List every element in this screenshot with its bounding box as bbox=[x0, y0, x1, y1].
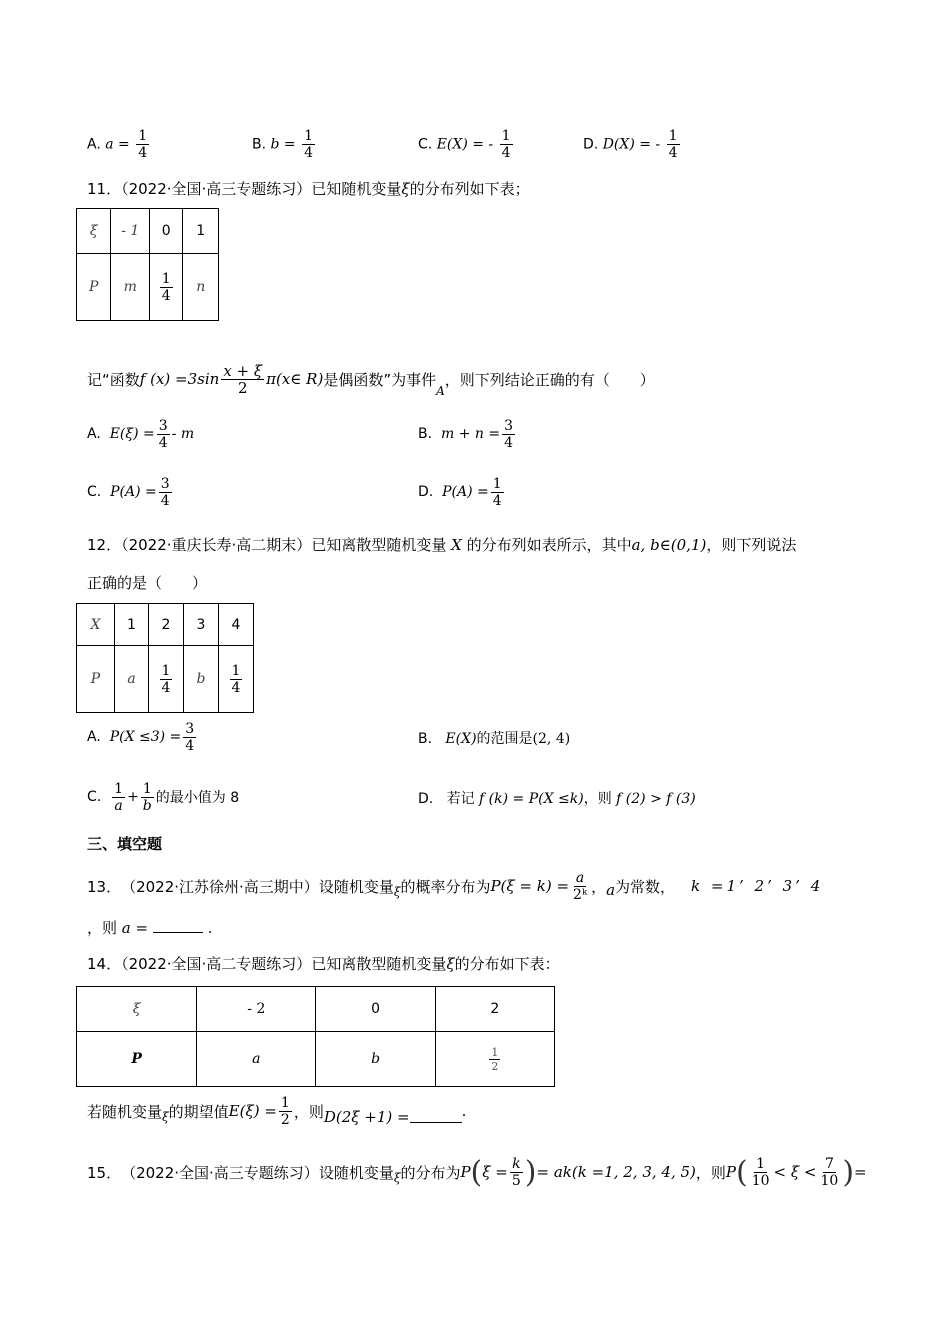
question-number: 15． bbox=[87, 1163, 122, 1182]
denominator: 4 bbox=[492, 492, 502, 509]
option-label: D. bbox=[418, 484, 434, 500]
numerator: 1 bbox=[304, 128, 314, 144]
q10-option-c bbox=[418, 128, 515, 161]
question-text: 的分布列如表所示，其中 bbox=[466, 536, 632, 554]
question-text: 已知离散型随机变量 bbox=[311, 955, 447, 973]
q12-table bbox=[76, 603, 254, 713]
table-cell bbox=[150, 254, 183, 321]
math-expr: E(ξ) = bbox=[228, 1102, 277, 1120]
math-expr: D(2ξ +1) = bbox=[323, 1108, 410, 1126]
fraction bbox=[159, 476, 172, 509]
question-text: 已知离散型随机变量 bbox=[311, 536, 447, 554]
fraction bbox=[571, 870, 589, 903]
answer-blank[interactable] bbox=[153, 918, 203, 933]
table-cell: m bbox=[111, 254, 150, 321]
q12-option-d bbox=[418, 788, 696, 808]
numerator: 3 bbox=[158, 417, 168, 434]
q15-stem: 15． （2022·全国·高三专题练习） 设随机变量 ξ 的分布为 P ( ξ = $\frac{k}{5}$ ) = ak(k =1, 2, 3, 4, 5) ，则 P ( $\frac{1}{10}$ < ξ < $\frac{7}{10}$ ) = bbox=[87, 1154, 867, 1190]
table-cell: ξ bbox=[77, 987, 197, 1032]
numerator: 1 bbox=[491, 1045, 499, 1059]
denominator: 4 bbox=[185, 737, 195, 754]
q14-after bbox=[87, 1090, 466, 1132]
fraction bbox=[667, 128, 680, 161]
question-source: （2022·全国·高二专题练习） bbox=[121, 955, 312, 973]
question-text: 记“函数 bbox=[87, 370, 140, 389]
numerator: 3 bbox=[504, 417, 513, 434]
q13-stem bbox=[87, 866, 823, 906]
question-text: 是偶函数”为事件 bbox=[323, 370, 437, 389]
option-label: A. bbox=[87, 136, 101, 153]
denominator: 2ᵏ bbox=[573, 886, 588, 903]
q14-stem bbox=[87, 953, 560, 974]
numerator: 1 bbox=[501, 128, 511, 144]
table-cell: 1 bbox=[115, 604, 149, 646]
option-expr: f (k) = P(X ≤k) bbox=[479, 791, 584, 807]
math-var: A bbox=[436, 384, 445, 398]
fraction bbox=[160, 271, 173, 304]
fraction bbox=[230, 663, 243, 696]
question-text: ，则下列结论正确的有（ ） bbox=[444, 370, 655, 389]
table-cell: 0 bbox=[316, 987, 435, 1032]
question-number: 14． bbox=[87, 955, 122, 973]
section-heading: 三、填空题 bbox=[87, 835, 163, 853]
option-label: D. bbox=[418, 791, 434, 807]
question-text: 的分布为 bbox=[400, 1163, 461, 1182]
denominator: 5 bbox=[511, 1172, 521, 1189]
denominator: 4 bbox=[668, 145, 678, 161]
option-expr: E(X) = - bbox=[436, 136, 494, 153]
numerator: x + ξ bbox=[223, 361, 263, 380]
denominator: 4 bbox=[158, 434, 168, 451]
question-text: . bbox=[461, 1102, 467, 1120]
fraction bbox=[183, 721, 196, 754]
math-expr: P bbox=[725, 1163, 736, 1181]
numerator: 1 bbox=[231, 662, 241, 679]
question-source: （2022·全国·高三专题练习） bbox=[121, 180, 312, 198]
question-text: . bbox=[207, 919, 213, 937]
option-label: B. bbox=[418, 731, 433, 747]
table-cell: P bbox=[77, 646, 115, 713]
q11-condition bbox=[87, 355, 655, 403]
fraction bbox=[160, 663, 173, 696]
numerator: 1 bbox=[114, 780, 124, 797]
table-cell: n bbox=[183, 254, 219, 321]
q10-option-b bbox=[252, 128, 317, 161]
numerator: 1 bbox=[280, 1094, 290, 1111]
option-expr: - m bbox=[171, 426, 195, 442]
math-expr: P bbox=[460, 1163, 471, 1181]
question-text: ，则 bbox=[293, 1102, 324, 1121]
table-cell: P bbox=[77, 1032, 197, 1087]
table-cell: b bbox=[316, 1032, 435, 1087]
table-cell: 1 bbox=[183, 209, 219, 254]
fraction bbox=[491, 476, 504, 509]
fraction bbox=[112, 781, 125, 814]
question-text: 的分布列如下表； bbox=[409, 180, 530, 198]
option-label: B. bbox=[418, 426, 433, 442]
fraction bbox=[302, 128, 315, 161]
denominator: 2 bbox=[280, 1111, 290, 1128]
option-text: ，则 bbox=[583, 791, 612, 807]
question-text: ，则 bbox=[695, 1163, 726, 1182]
math-expr: < ξ < bbox=[773, 1163, 817, 1181]
q14-table bbox=[76, 986, 555, 1087]
numerator: 1 bbox=[492, 475, 502, 492]
question-text: 正确的是（ ） bbox=[87, 574, 208, 592]
math-var: a = bbox=[121, 919, 149, 937]
table-cell: a bbox=[197, 1032, 316, 1087]
denominator: 4 bbox=[504, 434, 513, 451]
question-text: 设随机变量 bbox=[318, 877, 394, 896]
q12-option-c bbox=[87, 776, 239, 818]
q12-stem bbox=[87, 534, 796, 555]
math-var: ξ bbox=[393, 885, 401, 899]
numerator: 1 bbox=[668, 128, 678, 144]
math-var: a bbox=[606, 881, 616, 899]
numerator: k bbox=[512, 1155, 521, 1172]
numerator: 3 bbox=[160, 475, 170, 492]
table-cell: b bbox=[184, 646, 219, 713]
option-expr: (2, 4) bbox=[532, 731, 571, 747]
q11-option-c bbox=[87, 471, 174, 513]
option-expr: D(X) = - bbox=[602, 136, 661, 153]
option-expr: f (2) > f (3) bbox=[616, 791, 696, 807]
question-text: ， bbox=[591, 877, 607, 896]
q13-line2 bbox=[87, 917, 212, 938]
table-cell: 2 bbox=[149, 604, 184, 646]
math-var: X bbox=[451, 536, 462, 554]
table-cell: P bbox=[77, 254, 111, 321]
question-source: （2022·重庆长寿·高二期末） bbox=[121, 536, 312, 554]
question-source: （2022·全国·高三专题练习） bbox=[121, 1163, 319, 1182]
q11-table bbox=[76, 208, 219, 321]
fraction bbox=[157, 418, 170, 451]
question-text: 为常数， bbox=[615, 877, 676, 896]
denominator: 4 bbox=[161, 679, 171, 696]
table-cell: 3 bbox=[184, 604, 219, 646]
math-expr: f (x) =3sin bbox=[139, 370, 220, 388]
option-text: 的范围是 bbox=[476, 731, 533, 747]
denominator: 4 bbox=[501, 145, 511, 161]
q11-option-a bbox=[87, 413, 194, 455]
option-expr: + bbox=[127, 789, 139, 805]
table-cell: 2 bbox=[435, 987, 554, 1032]
fraction bbox=[510, 1156, 523, 1189]
answer-blank[interactable] bbox=[410, 1112, 462, 1123]
question-text: 已知随机变量 bbox=[311, 180, 402, 198]
option-expr: E(X) bbox=[445, 731, 477, 747]
numerator: 3 bbox=[185, 720, 195, 737]
math-var: ξ bbox=[401, 180, 410, 198]
fraction bbox=[502, 418, 515, 451]
q11-option-d bbox=[418, 471, 506, 513]
option-label: C. bbox=[87, 789, 102, 805]
table-cell: X bbox=[77, 604, 115, 646]
question-text: 设随机变量 bbox=[318, 1163, 394, 1182]
table-cell: - 1 bbox=[111, 209, 150, 254]
option-label: B. bbox=[252, 136, 267, 153]
question-text: ，则下列说法 bbox=[706, 536, 797, 554]
math-var: ξ bbox=[393, 1171, 401, 1185]
question-text: ，则 bbox=[87, 919, 118, 937]
table-cell: - 2 bbox=[197, 987, 316, 1032]
option-text: 若记 bbox=[446, 791, 475, 807]
denominator: 2 bbox=[491, 1059, 499, 1073]
question-number: 13． bbox=[87, 877, 122, 896]
question-number: 12． bbox=[87, 536, 122, 554]
option-expr: a = bbox=[105, 136, 130, 153]
numerator: 1 bbox=[161, 662, 171, 679]
option-expr: P(A) = bbox=[442, 484, 489, 500]
math-var: ξ bbox=[446, 955, 455, 973]
table-cell: 0 bbox=[150, 209, 183, 254]
option-label: A. bbox=[87, 729, 101, 745]
numerator: 1 bbox=[756, 1155, 766, 1172]
fraction bbox=[279, 1095, 292, 1128]
q11-stem bbox=[87, 178, 530, 199]
math-expr: = bbox=[854, 1163, 867, 1181]
denominator: 10 bbox=[820, 1172, 839, 1189]
option-expr: b = bbox=[270, 136, 296, 153]
option-expr: m + n = bbox=[440, 426, 501, 442]
question-text: 的概率分布为 bbox=[400, 877, 491, 896]
numerator: 1 bbox=[138, 128, 148, 144]
math-expr: P(ξ = k) = bbox=[490, 877, 570, 895]
fraction bbox=[221, 363, 264, 396]
denominator: 4 bbox=[161, 287, 171, 304]
option-expr: E(ξ) = bbox=[109, 426, 155, 442]
table-cell bbox=[435, 1032, 554, 1087]
question-source: （2022·江苏徐州·高三期中） bbox=[121, 877, 319, 896]
numerator: 1 bbox=[161, 270, 171, 287]
denominator: 2 bbox=[237, 378, 248, 397]
math-expr: = ak(k =1, 2, 3, 4, 5) bbox=[536, 1163, 696, 1181]
option-text: 的最小值为 8 bbox=[155, 790, 240, 806]
fraction bbox=[500, 128, 513, 161]
denominator: 4 bbox=[231, 679, 241, 696]
question-number: 11． bbox=[87, 180, 122, 198]
q11-option-b bbox=[418, 413, 517, 455]
fraction bbox=[818, 1156, 840, 1189]
fraction bbox=[750, 1156, 772, 1189]
question-text: 的分布如下表： bbox=[454, 955, 560, 973]
option-label: A. bbox=[87, 426, 101, 442]
option-expr: P(X ≤3) = bbox=[109, 729, 182, 745]
q12-option-a bbox=[87, 716, 198, 758]
math-expr: π(x∈ R) bbox=[266, 370, 324, 388]
table-cell bbox=[219, 646, 254, 713]
fraction bbox=[136, 128, 149, 161]
math-var: ξ bbox=[162, 1110, 169, 1124]
numerator: 1 bbox=[142, 780, 152, 797]
numerator: 7 bbox=[824, 1155, 834, 1172]
table-cell bbox=[149, 646, 184, 713]
denominator: b bbox=[142, 797, 152, 814]
question-text: 的期望值 bbox=[168, 1102, 229, 1121]
denominator: 10 bbox=[751, 1172, 770, 1189]
denominator: 4 bbox=[304, 145, 314, 161]
table-cell: ξ bbox=[77, 209, 111, 254]
fraction bbox=[489, 1046, 500, 1073]
option-label: C. bbox=[418, 136, 433, 153]
denominator: 4 bbox=[160, 492, 170, 509]
table-cell: 4 bbox=[219, 604, 254, 646]
fraction bbox=[141, 781, 154, 814]
math-expr: ξ = bbox=[482, 1163, 508, 1181]
q10-option-a bbox=[87, 128, 151, 161]
option-expr: P(A) = bbox=[110, 484, 157, 500]
math-expr: a, b∈(0,1) bbox=[631, 536, 707, 554]
question-text: 若随机变量 bbox=[87, 1102, 163, 1121]
denominator: a bbox=[114, 797, 123, 814]
q10-option-d bbox=[583, 128, 682, 161]
option-label: D. bbox=[583, 136, 599, 153]
denominator: 4 bbox=[138, 145, 148, 161]
q12-option-b bbox=[418, 728, 570, 748]
numerator: a bbox=[575, 869, 585, 886]
table-cell: a bbox=[115, 646, 149, 713]
option-label: C. bbox=[87, 484, 102, 500]
math-expr: k =1’ 2’ 3’ 4 bbox=[691, 877, 824, 895]
